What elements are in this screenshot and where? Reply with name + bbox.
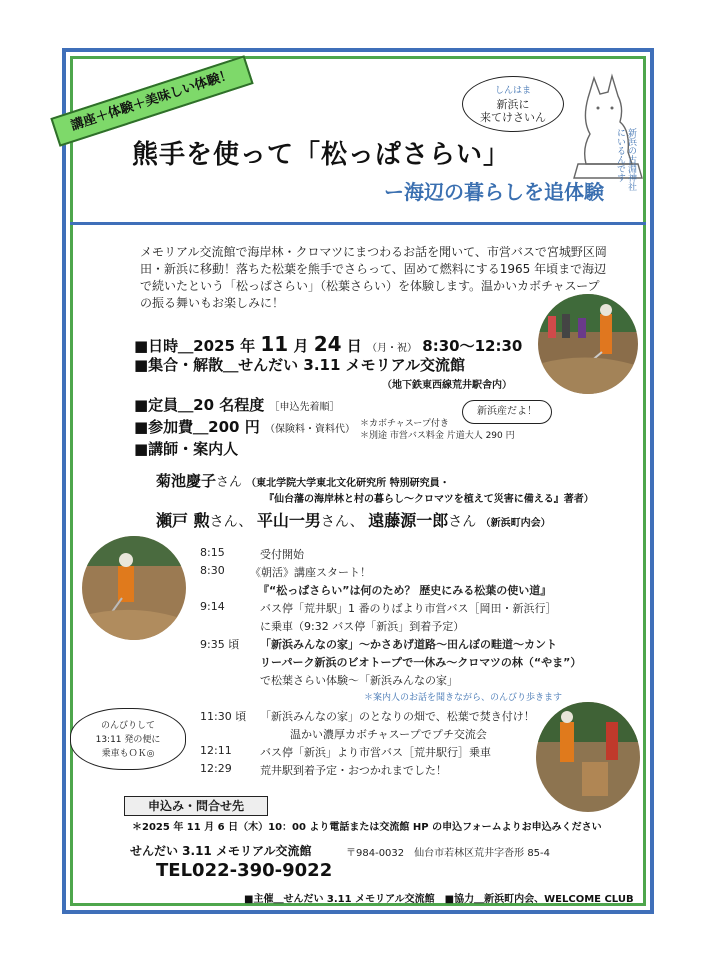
venue-note: （地下鉄東西線荒井駅舎内） [382, 380, 512, 391]
schedule-time: 11:30 頃 [200, 710, 247, 723]
mascot-speech: 新浜に 来てけさいん [480, 98, 546, 124]
fee: ■参加費＿200 円 [134, 418, 260, 436]
apply-instructions: ＊2025 年 11 月 6 日（木）10：00 より電話または交流館 HP の申込フォームよりお申込みください [132, 822, 602, 833]
photo-raking-pine-needles [82, 536, 186, 640]
phone-number: TEL022-390-9022 [156, 860, 333, 881]
schedule-time: 9:35 頃 [200, 638, 240, 651]
schedule-time: 9:14 [200, 600, 225, 613]
schedule-time: 8:15 [200, 546, 225, 559]
lecturer-2-name: 瀬戸 勲 [156, 511, 210, 530]
intro-paragraph: メモリアル交流館で海岸林・クロマツにまつわるお話を聞いて、市営バスで宮城野区岡田・新浜に移動！落ちた松葉を熊手でさらって、固めて燃料にする1965 年頃まで海辺で続いたという「松っぱさらい」（松葉さらい）を体験します。温かいカボチャスープの振る舞いもお楽しみに！ [140, 245, 607, 310]
schedule-desc: に乗車（9:32 バス停「新浜」到着予定） [260, 620, 465, 633]
schedule-desc: 受付開始 [260, 548, 304, 561]
schedule-desc: バス停「新浜」より市営バス［荒井駅行］乗車 [260, 746, 491, 759]
lecturer-4-name: 遠藤源一郎 [368, 511, 449, 530]
fee-extra-soup: ＊カボチャスープ付き [360, 419, 449, 429]
apply-heading: 申込み・問合せ先 [124, 796, 268, 816]
lecturer-4-san: さん [448, 514, 477, 530]
lecturer-1-san: さん [216, 475, 243, 490]
fox-statue-illustration [568, 68, 648, 192]
lecturers-local: 瀬戸 勲さん、 平山一男さん、 遠藤源一郎さん （新浜町内会） [156, 511, 551, 530]
schedule-desc: 「新浜みんなの家」のとなりの畑で、松葉で焚き付け！ [260, 710, 535, 723]
schedule-note: ＊案内人のお話を聞きながら、のんびり歩きます [364, 693, 563, 703]
capacity-note: ［申込先着順］ [269, 402, 340, 413]
venue-row: ■集合・解散＿せんだい 3.11 メモリアル交流館 [134, 356, 466, 374]
fee-note: （保険料・資料代） [264, 424, 355, 435]
datetime-row [134, 332, 522, 356]
lecturer-heading: ■講師・案内人 [134, 440, 239, 458]
tagline-badge: 講座＋体験＋美味しい体験！ [50, 55, 253, 147]
month-value: 11 [260, 332, 289, 356]
weekday: （月・祝） [367, 343, 418, 354]
lecturer-1-book: 『仙台藩の海岸林と村の暮らし〜クロマツを植えて災害に備える』著者） [264, 494, 594, 505]
month-unit: 月 [293, 337, 309, 355]
schedule-time: 8:30 [200, 564, 225, 577]
lecturer-1-name: 菊池慶子 [156, 472, 217, 490]
capacity: ■定員＿20 名程度 [134, 396, 265, 414]
schedule-desc: リーパーク新浜のビオトープで一休み〜クロマツの林（“やま”） [260, 656, 582, 669]
page-subtitle: ー海辺の暮らしを追体験 [384, 180, 604, 204]
lecturer-2-san: さん [209, 514, 239, 530]
lecturer-1-affiliation: （東北学院大学東北文化研究所 特別研究員・ [246, 478, 450, 489]
fee-row [134, 416, 355, 437]
time-range: 8:30〜12:30 [422, 337, 523, 355]
organizer-name: せんだい 3.11 メモリアル交流館 [130, 844, 312, 858]
capacity-row [134, 394, 340, 415]
mascot-ruby: しんはま [494, 86, 531, 96]
datetime-label: ■日時＿2025 年 [134, 337, 256, 355]
schedule-time: 12:29 [200, 762, 232, 775]
schedule-desc: 温かい濃厚カボチャスープでプチ交流会 [290, 728, 487, 741]
mascot-speech-bubble [462, 76, 564, 132]
photo-group-raking [538, 294, 638, 394]
photo-pine-bundle-fire [536, 702, 640, 812]
schedule-desc: バス停「荒井駅」1 番のりばより市営バス［岡田・新浜行］ [260, 602, 557, 615]
lecturer-3-san: さん [320, 514, 350, 530]
schedule-desc: 「新浜みんなの家」〜かさあげ道路〜田んぼの畦道〜カント [260, 638, 557, 651]
local-produce-bubble: 新浜産だよ！ [462, 400, 552, 424]
relaxed-bus-bubble: のんびりして 13:11 発の便に 乗車もＯＫ◎ [70, 708, 186, 770]
lecturer-1 [156, 470, 450, 491]
schedule-desc: 『“松っぱさらい”は何のため？ 歴史にみる松葉の使い道』 [258, 584, 552, 597]
day-value: 24 [313, 332, 342, 356]
fee-extra-bus: ＊別途 市営バス料金 片道大人 290 円 [360, 431, 515, 441]
mascot-caption: 新浜の古淵神社にいるんです [615, 128, 636, 191]
footer-credits: ■主催＿せんだい 3.11 メモリアル交流館 ■協力＿新浜町内会、WELCOME CLUB [244, 894, 634, 905]
lecturer-3-name: 平山一男 [256, 511, 321, 530]
schedule-desc: 荒井駅到着予定・おつかれまでした！ [260, 764, 447, 777]
page-title: 熊手を使って「松っぱさらい」 [132, 140, 511, 170]
header-divider [70, 222, 646, 225]
lecturers-local-affiliation: （新浜町内会） [480, 518, 551, 529]
schedule-desc: で松葉さらい体験〜「新浜みんなの家」 [260, 674, 458, 687]
schedule-time: 12:11 [200, 744, 232, 757]
schedule-desc: 《朝活》講座スタート！ [250, 566, 371, 579]
organizer-address: 〒984-0032 仙台市若林区荒井字沓形 85-4 [346, 848, 551, 859]
day-unit: 日 [346, 337, 362, 355]
